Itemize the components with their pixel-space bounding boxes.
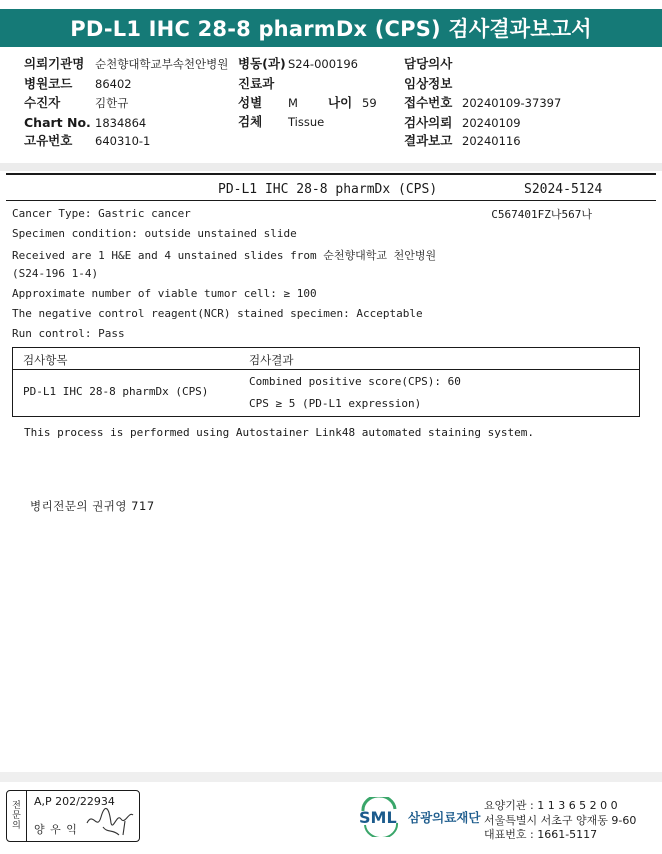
column-header-result: 검사결과 [249,353,294,367]
request-date-label: 검사의뢰 [404,115,453,130]
header-divider-band [0,163,662,171]
receipt-no-value: 20240109-37397 [462,96,562,110]
receipt-no-label: 접수번호 [404,95,453,110]
stamp-license-no: A,P 202/22934 [34,795,115,808]
report-date-label: 결과보고 [404,133,453,148]
report-title: PD-L1 IHC 28-8 pharmDx (CPS) 검사결과보고서 [0,9,662,47]
report-line-specimen-condition: Specimen condition: outside unstained slide [12,227,297,240]
hospital-code-label: 병원코드 [24,76,73,91]
org-address: 서울특별시 서초구 양재동 9-60 [484,814,637,827]
chart-no-label: Chart No. [24,115,91,130]
age-label: 나이 [328,95,353,110]
report-line-run-control: Run control: Pass [12,327,125,340]
age-value: 59 [362,96,377,110]
sex-value: M [288,96,298,110]
result-table-header [13,348,639,370]
stamp-side-label [7,791,27,841]
handwritten-signature [83,801,139,839]
stamp-side-char: 의 [12,821,21,831]
pathologist-signature-line: 병리전문의 권귀영 717 [30,499,155,513]
hospital-code-value: 86402 [95,77,132,91]
patient-label: 수진자 [24,95,61,110]
clinical-info-label: 임상정보 [404,76,453,91]
specimen-code: C567401FZ나567나 [491,208,592,221]
result-cps-score: Combined positive score(CPS): 60 [249,375,461,388]
institution-value: 순천향대학교부속천안병원 [95,57,229,71]
unique-no-value: 640310-1 [95,134,151,148]
logo-abbr: SML [359,808,397,827]
ward-value: S24-000196 [288,57,358,71]
specimen-value: Tissue [288,115,325,129]
department-label: 진료과 [238,76,275,91]
physician-label: 담당의사 [404,56,453,71]
result-table [12,347,640,417]
institution-label: 의뢰기관명 [24,56,85,71]
org-phone: 대표번호 : 1661-5117 [484,828,598,841]
chart-no-value: 1834864 [95,116,147,130]
report-line-received: Received are 1 H&E and 4 unstained slides from 순천향대학교 천안병원 [12,249,437,262]
patient-value: 김한규 [95,96,129,110]
process-note: This process is performed using Autostainer Link48 automated staining system. [24,426,534,439]
stamp-physician-name: 양 우 익 [34,823,78,836]
report-line-cancer-type: Cancer Type: Gastric cancer [12,207,191,220]
report-line-ncr: The negative control reagent(NCR) stained specimen: Acceptable [12,307,423,320]
org-code: 요양기관 : 1 1 3 6 5 2 0 0 [484,799,618,812]
stamp-side-char: 전 [12,801,21,811]
unique-no-label: 고유번호 [24,133,73,148]
logo-org-name: 삼광의료재단 [408,810,481,825]
report-test-name: PD-L1 IHC 28-8 pharmDx (CPS) [218,182,438,197]
footer-divider-band [0,772,662,782]
sex-label: 성별 [238,95,263,110]
result-cps-interpretation: CPS ≥ 5 (PD-L1 expression) [249,397,422,410]
report-number: S2024-5124 [524,182,603,197]
request-date-value: 20240109 [462,116,521,130]
physician-stamp [6,790,140,842]
report-date-value: 20240116 [462,134,521,148]
ward-label: 병동(과) [238,56,286,71]
report-line-slide-id: (S24-196 1-4) [12,267,99,280]
report-line-viable-cells: Approximate number of viable tumor cell: ≥ 100 [12,287,317,300]
report-top-rule [6,173,656,175]
specimen-label: 검체 [238,114,263,129]
report-title-rule [6,200,656,201]
column-header-item: 검사항목 [23,353,68,367]
result-item-name: PD-L1 IHC 28-8 pharmDx (CPS) [23,385,209,398]
stamp-side-char: 문 [12,811,21,821]
